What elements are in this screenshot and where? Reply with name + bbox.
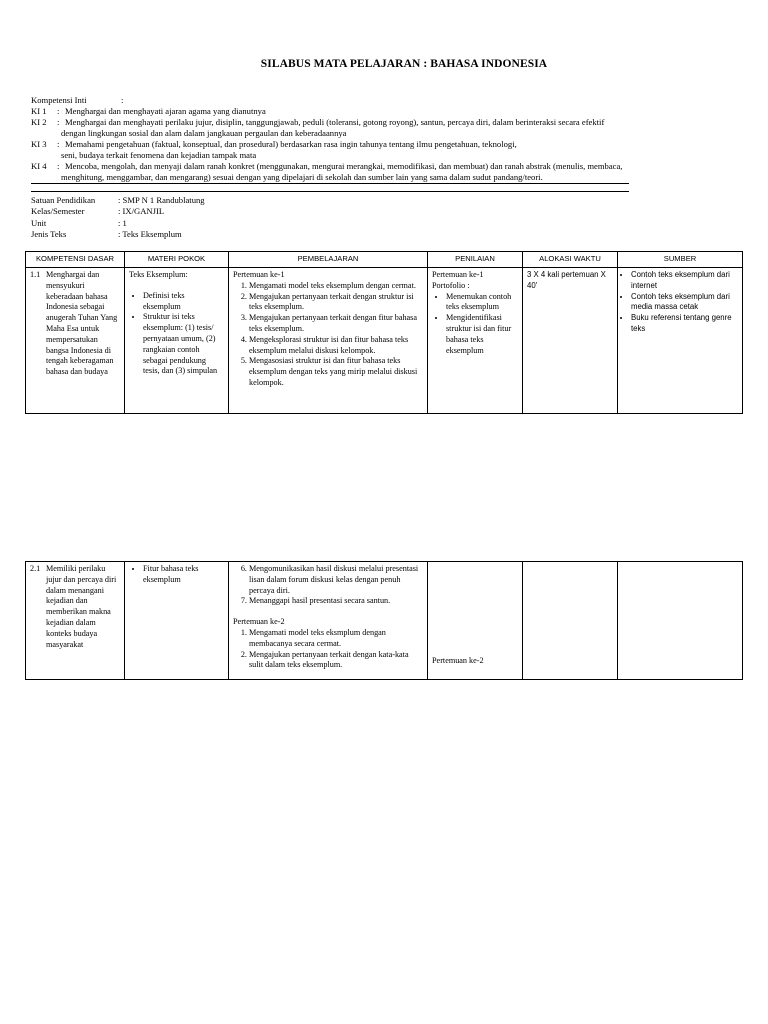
info-value: : Teks Eksemplum	[118, 229, 182, 240]
pembelajaran-title: Pertemuan ke-1	[233, 270, 285, 279]
penilaian-title: Pertemuan ke-1	[432, 270, 484, 279]
list-item: • Contoh teks eksemplum dari media massa cetak	[631, 292, 738, 314]
kompetensi-inti-header	[31, 95, 736, 106]
info-label: Satuan Pendidikan	[31, 195, 96, 205]
materi-title: Teks Eksemplum:	[129, 270, 188, 279]
syllabus-table-page1	[25, 251, 743, 414]
ki-text-cont: menghitung, menggambar, dan mengarang) sesuai dengan yang dipelajari di sekolah dan sumber lain yang sama dalam sudut pandang/teori.	[61, 172, 543, 182]
penilaian-subtitle: Portofolio :	[432, 280, 470, 290]
ki-text: Mencoba, mengolah, dan menyaji dalam ranah konkret (menggunakan, mengurai merangkai, memodifikasi, dan membuat) dan ranah abstrak (menulis, membaca,	[65, 161, 623, 171]
pembelajaran-cell	[229, 562, 428, 680]
info-row	[31, 206, 205, 217]
ki-text: Menghargai dan menghayati ajaran agama yang dianutnya	[65, 106, 266, 116]
list-item: • Definisi teks eksemplum	[143, 291, 224, 313]
ki-text-cont: dengan lingkungan sosial dan alam dalam jangkauan pergaulan dan keberadaannya	[61, 128, 347, 138]
header-sumber: SUMBER	[618, 252, 743, 268]
ki-row	[31, 161, 736, 183]
page-title: SILABUS MATA PELAJARAN : BAHASA INDONESIA	[260, 58, 548, 70]
pembelajaran-cell	[229, 268, 428, 414]
info-value: : SMP N 1 Randublatung	[118, 195, 205, 205]
list-item: • Contoh teks eksemplum dari internet	[631, 270, 738, 292]
info-row	[31, 229, 205, 240]
syllabus-table-page2	[25, 561, 743, 680]
list-item: 1. Mengamati model teks eksmplum dengan membacanya secara cermat.	[249, 628, 423, 650]
list-item: 3. Mengajukan pertanyaan terkait dengan fitur bahasa teks eksemplum.	[249, 313, 423, 335]
table-header-row	[26, 252, 743, 268]
ki-row	[31, 117, 736, 139]
list-item: 6. Mengomunikasikan hasil diskusi melalui presentasi lisan dalam forum diskusi kelas dengan penuh percaya diri.	[249, 564, 423, 596]
ki-row	[31, 139, 736, 161]
kd-text: Memiliki perilaku jujur dan percaya diri dalam menangani kejadian dan memberikan makna kejadian dalam konteks budaya masyarakat	[46, 564, 117, 649]
alokasi-waktu-cell	[523, 562, 618, 680]
ki-colon: :	[57, 161, 60, 171]
sumber-cell	[618, 268, 743, 414]
sumber-cell	[618, 562, 743, 680]
kompetensi-inti-block	[31, 95, 736, 183]
materi-pokok-cell	[125, 562, 229, 680]
penilaian-title: Pertemuan ke-2	[432, 656, 484, 665]
alokasi-waktu-cell: 3 X 4 kali pertemuan X 40'	[523, 268, 618, 414]
kompetensi-dasar-cell	[26, 268, 125, 414]
table-row	[26, 562, 743, 680]
info-value: : IX/GANJIL	[118, 206, 165, 217]
kompetensi-inti-label: Kompetensi Inti	[31, 95, 87, 105]
info-label: Unit	[31, 217, 47, 228]
ki-text: Memahami pengetahuan (faktual, konseptual, dan prosedural) berdasarkan rasa ingin tahunya tentang ilmu pengetahuan, teknologi,	[65, 139, 517, 149]
ki-text: Menghargai dan menghayati perilaku jujur, disiplin, tanggungjawab, peduli (toleransi, gotong royong), santun, percaya diri, dalam berinteraksi secara efektif	[65, 117, 605, 127]
info-row	[31, 218, 205, 229]
kd-number: 2.1	[30, 564, 41, 573]
list-item: 5. Mengasosiasi struktur isi dan fitur bahasa teks eksemplum dengan teks yang mirip melalui diskusi kelompok.	[249, 356, 423, 388]
ki-code: KI 4	[31, 161, 47, 171]
header-alokasi-waktu: ALOKASI WAKTU	[523, 252, 618, 268]
kompetensi-inti-colon: :	[121, 95, 124, 105]
header-kompetensi-dasar: KOMPETENSI DASAR	[26, 252, 125, 268]
header-penilaian: PENILAIAN	[428, 252, 523, 268]
ki-code: KI 1	[31, 106, 47, 116]
kompetensi-dasar-cell	[26, 562, 125, 680]
info-value: : 1	[118, 217, 127, 228]
list-item: 7. Menanggapi hasil presentasi secara santun.	[249, 596, 423, 607]
kd-number: 1.1	[30, 270, 41, 279]
ki-colon: :	[57, 117, 60, 127]
ki-colon: :	[57, 106, 60, 116]
list-item: • Buku referensi tentang genre teks	[631, 313, 738, 335]
kd-text: Menghargai dan mensyukuri keberadaan bahasa Indonesia sebagai anugerah Tuhan Yang Maha Esa untuk mempersatukan bangsa Indonesia di tengah keberagaman bahasa dan budaya	[46, 270, 118, 377]
list-item: • Menemukan contoh teks eksemplum	[446, 292, 518, 314]
pembelajaran-title: Pertemuan ke-2	[233, 617, 285, 627]
list-item: • Fitur bahasa teks eksemplum	[143, 564, 224, 586]
ki-row	[31, 106, 736, 117]
info-label: Jenis Teks	[31, 229, 67, 240]
table-row	[26, 268, 743, 414]
ki-colon: :	[57, 139, 60, 149]
ki-text-cont: seni, budaya terkait fenomena dan kejadian tampak mata	[61, 150, 257, 160]
penilaian-cell	[428, 562, 523, 680]
header-pembelajaran: PEMBELAJARAN	[229, 252, 428, 268]
ki-code: KI 3	[31, 139, 47, 149]
penilaian-cell	[428, 268, 523, 414]
materi-pokok-cell	[125, 268, 229, 414]
info-row	[31, 195, 205, 206]
info-label: Kelas/Semester	[31, 206, 85, 217]
list-item: • Mengidentifikasi struktur isi dan fitur bahasa teks eksemplum	[446, 313, 518, 356]
list-item: 2. Mengajukan pertanyaan terkait dengan struktur isi teks eksemplum.	[249, 292, 423, 314]
list-item: 2. Mengajukan pertanyaan terkait dengan kata-kata sulit dalam teks eksemplum.	[249, 650, 423, 672]
list-item: • Struktur isi teks eksemplum: (1) tesis/ pernyataan umum, (2) rangkaian contoh sebagai pendukung tesis, dan (3) simpulan	[143, 312, 224, 377]
header-materi-pokok: MATERI POKOK	[125, 252, 229, 268]
school-info	[31, 195, 205, 241]
double-rule-divider	[31, 183, 629, 192]
list-item: 1. Mengamati model teks eksemplum dengan cermat.	[249, 281, 423, 292]
list-item: 4. Mengeksplorasi struktur isi dan fitur bahasa teks eksemplum melalui diskusi kelompok.	[249, 335, 423, 357]
ki-code: KI 2	[31, 117, 47, 127]
